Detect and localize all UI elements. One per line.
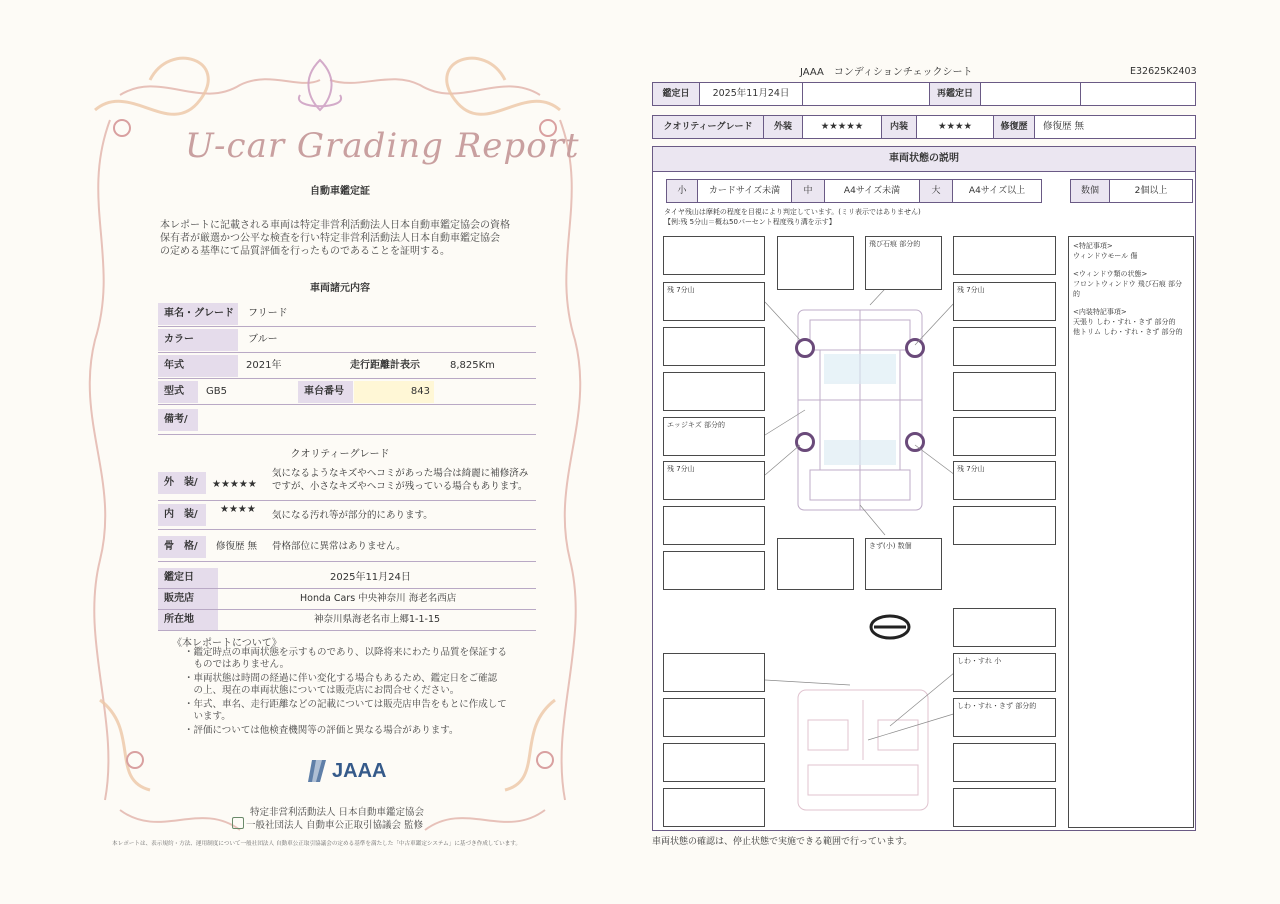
note-line-5: ・年式、車名、走行距離などの記載については販売店申告をもとに作成して	[184, 699, 507, 710]
chassis-value: 843	[354, 381, 434, 403]
remarks-line-5: フロントウィンドウ 飛び石痕 部分的	[1073, 280, 1183, 298]
sheet-title: JAAA コンディションチェックシート	[800, 67, 973, 78]
frame-value: 修復歴 無	[216, 541, 258, 552]
address-row	[158, 610, 536, 631]
quality-section-title: クオリティーグレード	[290, 449, 390, 460]
repair-value: 修復歴 無	[1034, 115, 1196, 139]
sheet-id: E32625K2403	[1130, 66, 1197, 77]
size-large: 大	[919, 179, 953, 203]
condition-box-bottom-a	[777, 538, 854, 590]
bottom-note: 車両状態の確認は、停止状態で実施できる範囲で行っています。	[652, 837, 913, 847]
remarks-line-1: <特記事項>	[1073, 242, 1113, 250]
condition-box-tire-fr	[953, 282, 1056, 321]
spec-row-color	[158, 328, 536, 353]
condition-box-wrinkle2	[953, 698, 1056, 737]
condition-box-ir4	[953, 788, 1056, 827]
cond-title: 車両状態の説明	[652, 146, 1196, 172]
appraisal-date-value: 2025年11月24日	[330, 572, 411, 583]
condition-box-r5	[953, 417, 1056, 456]
intro-line-2: 保有者が厳選かつ公平な検査を行い特定非営利活動法人日本自動車鑑定協会	[160, 233, 500, 244]
org-line-1: 特定非営利活動法人 日本自動車鑑定協会	[250, 807, 425, 818]
date-value: 2025年11月24日	[699, 82, 803, 106]
remarks-line-8: 天張り しわ・すれ・きず 部分的	[1073, 318, 1176, 326]
condition-box-l7	[663, 506, 765, 545]
remarks-spacer-1	[1073, 261, 1189, 269]
condition-box-il2	[663, 698, 765, 737]
wrinkle-text: しわ・すれ 小	[957, 657, 1002, 665]
year-label: 年式	[158, 355, 238, 377]
spec-row-model	[158, 380, 536, 405]
jaaa-logo-text: JAAA	[332, 760, 387, 782]
interior-label: 内 装/	[158, 504, 206, 526]
condition-box-scratch	[865, 538, 942, 590]
intro-line-3: の定める基準にて品質評価を行ったものであることを証明する。	[160, 246, 450, 257]
dealer-row	[158, 589, 536, 610]
chip-text: 飛び石痕 部分的	[869, 240, 921, 248]
condition-box-wrinkle	[953, 653, 1056, 692]
condition-box-r3	[953, 327, 1056, 366]
report-title: U-car Grading Report	[185, 126, 580, 166]
color-label: カラー	[158, 329, 238, 351]
note-line-4: の上、現在の車両状態については販売店にお問合せください。	[184, 685, 460, 696]
dealer-label: 販売店	[158, 589, 218, 609]
ext-value: ★★★★★	[802, 115, 882, 139]
tire-note-1: タイヤ残山は摩耗の程度を目視により判定しています。(ミリ表示ではありません)	[664, 208, 921, 216]
condition-box-l3	[663, 327, 765, 366]
size-mid: 中	[791, 179, 825, 203]
interior-desc: 気になる汚れ等が部分的にあります。	[272, 510, 433, 521]
name-value: フリード	[248, 308, 288, 319]
tire-fr-text: 残 7分山	[957, 286, 985, 294]
size-mid-desc: A4サイズ未満	[824, 179, 920, 203]
jaaa-logo-icon	[308, 758, 328, 784]
spec-section-title: 車両諸元内容	[310, 283, 370, 294]
condition-box-tire-rr	[953, 461, 1056, 500]
appraisal-date-row	[158, 568, 536, 589]
condition-box-il1	[663, 653, 765, 692]
condition-box-l4	[663, 372, 765, 411]
remarks-spacer-2	[1073, 299, 1189, 307]
exterior-desc-1: 気になるようなキズやヘコミがあった場合は綺麗に補修済み	[272, 468, 529, 479]
frame-desc: 骨格部位に異常はありません。	[272, 541, 406, 552]
remarks-line-2: ウィンドウモール 傷	[1073, 252, 1138, 260]
condition-box-edge	[663, 417, 765, 456]
condition-box-r7	[953, 506, 1056, 545]
spec-row-year	[158, 354, 536, 379]
note-line-3: ・車両状態は時間の経過に伴い変化する場合もあるため、鑑定日をご確認	[184, 673, 498, 684]
spec-row-remarks	[158, 406, 536, 435]
intro-line-1: 本レポートに記載される車両は特定非営利活動法人日本自動車鑑定協会の資格	[160, 220, 510, 231]
size-count-desc: 2個以上	[1109, 179, 1193, 203]
size-small-desc: カードサイズ未満	[697, 179, 792, 203]
remarks-line-4: <ウィンドウ類の状態>	[1073, 270, 1148, 278]
mileage-label: 走行距離計表示	[350, 360, 420, 371]
condition-box-l8	[663, 551, 765, 590]
condition-box-ir3	[953, 743, 1056, 782]
color-value: ブルー	[248, 334, 278, 345]
model-label: 型式	[158, 381, 198, 403]
chassis-label: 車台番号	[298, 381, 353, 403]
frame-label: 骨 格/	[158, 536, 206, 558]
wrinkle2-text: しわ・すれ・きず 部分的	[957, 702, 1037, 710]
note-line-2: ものではありません。	[184, 659, 290, 670]
condition-box-l1	[663, 236, 765, 275]
remarks-line-7: <内装特記事項>	[1073, 308, 1127, 316]
qg-label: クオリティーグレード	[652, 115, 764, 139]
report-subtitle: 自動車鑑定証	[310, 186, 370, 197]
edge-text: エッジキズ 部分的	[667, 421, 725, 429]
tire-fl-text: 残 7分山	[667, 286, 695, 294]
mileage-value: 8,825Km	[450, 360, 495, 371]
size-small: 小	[666, 179, 698, 203]
tire-note-2: 【例:残 5分山＝概ね50パーセント程度残り溝を示す】	[664, 218, 836, 226]
ext-label: 外装	[763, 115, 803, 139]
notes-title: 《本レポートについて》	[172, 638, 282, 649]
tire-rr-text: 残 7分山	[957, 465, 985, 473]
scratch-text: きず(小) 数個	[869, 542, 912, 550]
model-value: GB5	[206, 386, 227, 397]
name-label: 車名・グレード	[158, 303, 238, 325]
address-value: 神奈川県海老名市上郷1-1-15	[314, 614, 441, 625]
condition-check-sheet	[640, 0, 1280, 904]
condition-box-r1	[953, 236, 1056, 275]
condition-box-chip	[865, 236, 942, 290]
int-label: 内装	[881, 115, 917, 139]
size-count: 数個	[1070, 179, 1110, 203]
note-line-6: います。	[184, 711, 231, 722]
condition-box-tire-rl	[663, 461, 765, 500]
remarks-label: 備考/	[158, 409, 198, 431]
condition-box-r4	[953, 372, 1056, 411]
note-line-7: ・評価については他検査機関等の評価と異なる場合があります。	[184, 725, 459, 736]
footer-note: 本レポートは、表示規約・方法、運用制度について一般社団法人 自動車公正取引協議会の定める基準を満たした「中古車鑑定システム」に基づき作成しています。	[112, 841, 522, 847]
reinspect-label: 再鑑定日	[929, 82, 981, 106]
dealer-value: Honda Cars 中央神奈川 海老名西店	[300, 593, 457, 604]
condition-box-il4	[663, 788, 765, 827]
exterior-stars: ★★★★★	[212, 479, 257, 490]
interior-stars: ★★★★	[220, 504, 256, 515]
note-line-1: ・鑑定時点の車両状態を示すものであり、以降将来にわたり品質を保証する	[184, 647, 508, 658]
int-value: ★★★★	[916, 115, 994, 139]
address-label: 所在地	[158, 610, 218, 630]
tire-rl-text: 残 7分山	[667, 465, 695, 473]
quality-row-frame	[158, 535, 536, 562]
fair-trade-seal-icon	[232, 817, 244, 829]
condition-box-top-a	[777, 236, 854, 290]
condition-box-i0	[953, 608, 1056, 647]
size-large-desc: A4サイズ以上	[952, 179, 1042, 203]
org-line-2: 一般社団法人 自動車公正取引協議会 監修	[246, 820, 424, 831]
quality-row-exterior	[158, 466, 536, 501]
year-value: 2021年	[246, 360, 282, 371]
remarks-panel	[1068, 236, 1194, 828]
condition-box-il3	[663, 743, 765, 782]
exterior-label: 外 装/	[158, 472, 206, 494]
exterior-desc-2: ですが、小さなキズやヘコミが残っている場合もあります。	[272, 481, 528, 492]
spec-row-name	[158, 302, 536, 327]
condition-box-tire-fl	[663, 282, 765, 321]
appraisal-date-label: 鑑定日	[158, 568, 218, 588]
remarks-line-9: 他トリム しわ・すれ・きず 部分的	[1073, 328, 1183, 336]
date-label: 鑑定日	[652, 82, 700, 106]
quality-row-interior	[158, 503, 536, 530]
repair-label: 修復歴	[993, 115, 1035, 139]
